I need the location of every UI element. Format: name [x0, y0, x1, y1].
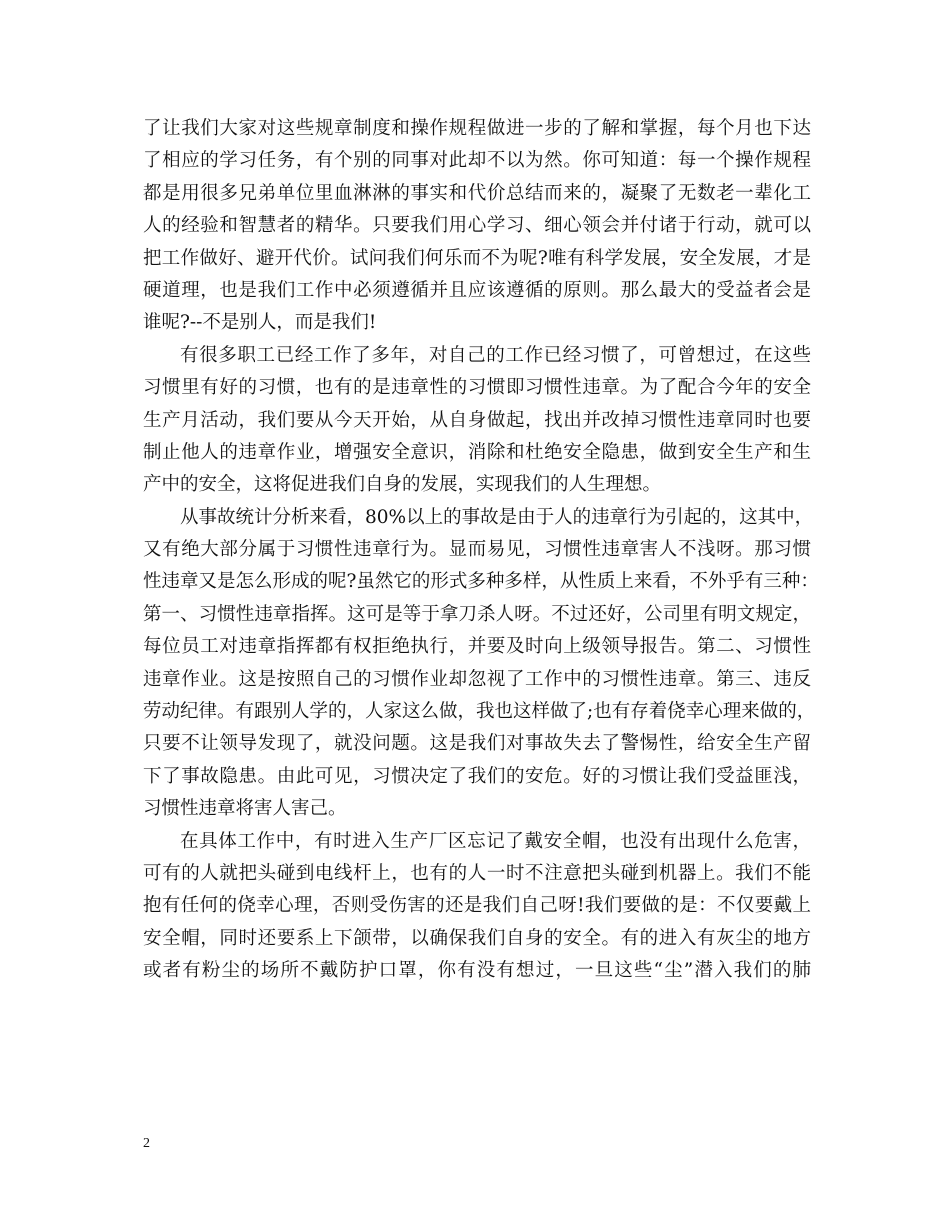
text-line: 每位员工对违章指挥都有权拒绝执行，并要及时向上级领导报告。第二、习惯性 — [143, 636, 811, 658]
body-text — [143, 113, 819, 988]
text-line: 有很多职工已经工作了多年，对自己的工作已经习惯了，可曾想过，在这些 — [180, 344, 811, 366]
page-number: 2 — [143, 1136, 150, 1151]
text-line: 违章作业。这是按照自己的习惯作业却忽视了工作中的习惯性违章。第三、违反 — [143, 668, 811, 690]
text-line: 只要不让领导发现了，就没问题。这是我们对事故失去了警惕性，给安全生产留 — [143, 733, 811, 755]
text-line: 抱有任何的侥幸心理，否则受伤害的还是我们自己呀!我们要做的是：不仅要戴上 — [143, 895, 811, 917]
text-line: 从事故统计分析来看，80%以上的事故是由于人的违章行为引起的，这其中， — [180, 506, 814, 528]
text-line: 习惯性违章将害人害己。 — [143, 798, 347, 820]
text-line: 硬道理，也是我们工作中必须遵循并且应该遵循的原则。那么最大的受益者会是 — [143, 279, 811, 301]
text-line: 人的经验和智慧者的精华。只要我们用心学习、细心领会并付诸于行动，就可以 — [143, 215, 811, 237]
text-line: 性违章又是怎么形成的呢?虽然它的形式多种多样，从性质上来看，不外乎有三种： — [143, 571, 819, 593]
text-line: 在具体工作中，有时进入生产厂区忘记了戴安全帽，也没有出现什么危害， — [180, 830, 811, 852]
text-line: 习惯里有好的习惯，也有的是违章性的习惯即习惯性违章。为了配合今年的安全 — [143, 377, 811, 399]
text-line: 了相应的学习任务，有个别的同事对此却不以为然。你可知道：每一个操作规程 — [143, 150, 811, 172]
text-line: 可有的人就把头碰到电线杆上，也有的人一时不注意把头碰到机器上。我们不能 — [143, 862, 811, 884]
text-line: 都是用很多兄弟单位里血淋淋的事实和代价总结而来的，凝聚了无数老一辈化工 — [143, 182, 811, 204]
text-line: 把工作做好、避开代价。试问我们何乐而不为呢?唯有科学发展，安全发展，才是 — [143, 247, 811, 269]
text-line: 制止他人的违章作业，增强安全意识，消除和杜绝安全隐患，做到安全生产和生 — [143, 441, 811, 463]
text-line: 或者有粉尘的场所不戴防护口罩，你有没有想过，一旦这些“尘”潜入我们的肺 — [143, 960, 811, 982]
text-line: 了让我们大家对这些规章制度和操作规程做进一步的了解和掌握，每个月也下达 — [143, 118, 811, 139]
text-line: 第一、习惯性违章指挥。这可是等于拿刀杀人呀。不过还好，公司里有明文规定， — [143, 603, 811, 625]
text-line: 又有绝大部分属于习惯性违章行为。显而易见，习惯性违章害人不浅呀。那习惯 — [143, 539, 811, 561]
text-line: 劳动纪律。有跟别人学的，人家这么做，我也这样做了;也有存着侥幸心理来做的， — [143, 701, 816, 723]
text-line: 生产月活动，我们要从今天开始，从自身做起，找出并改掉习惯性违章同时也要 — [143, 409, 811, 431]
text-line: 下了事故隐患。由此可见，习惯决定了我们的安危。好的习惯让我们受益匪浅， — [143, 765, 811, 787]
text-line: 谁呢?--不是别人，而是我们! — [143, 312, 377, 334]
text-line: 安全帽，同时还要系上下颌带，以确保我们自身的安全。有的进入有灰尘的地方 — [143, 927, 811, 949]
text-line: 产中的安全，这将促进我们自身的发展，实现我们的人生理想。 — [143, 474, 662, 496]
